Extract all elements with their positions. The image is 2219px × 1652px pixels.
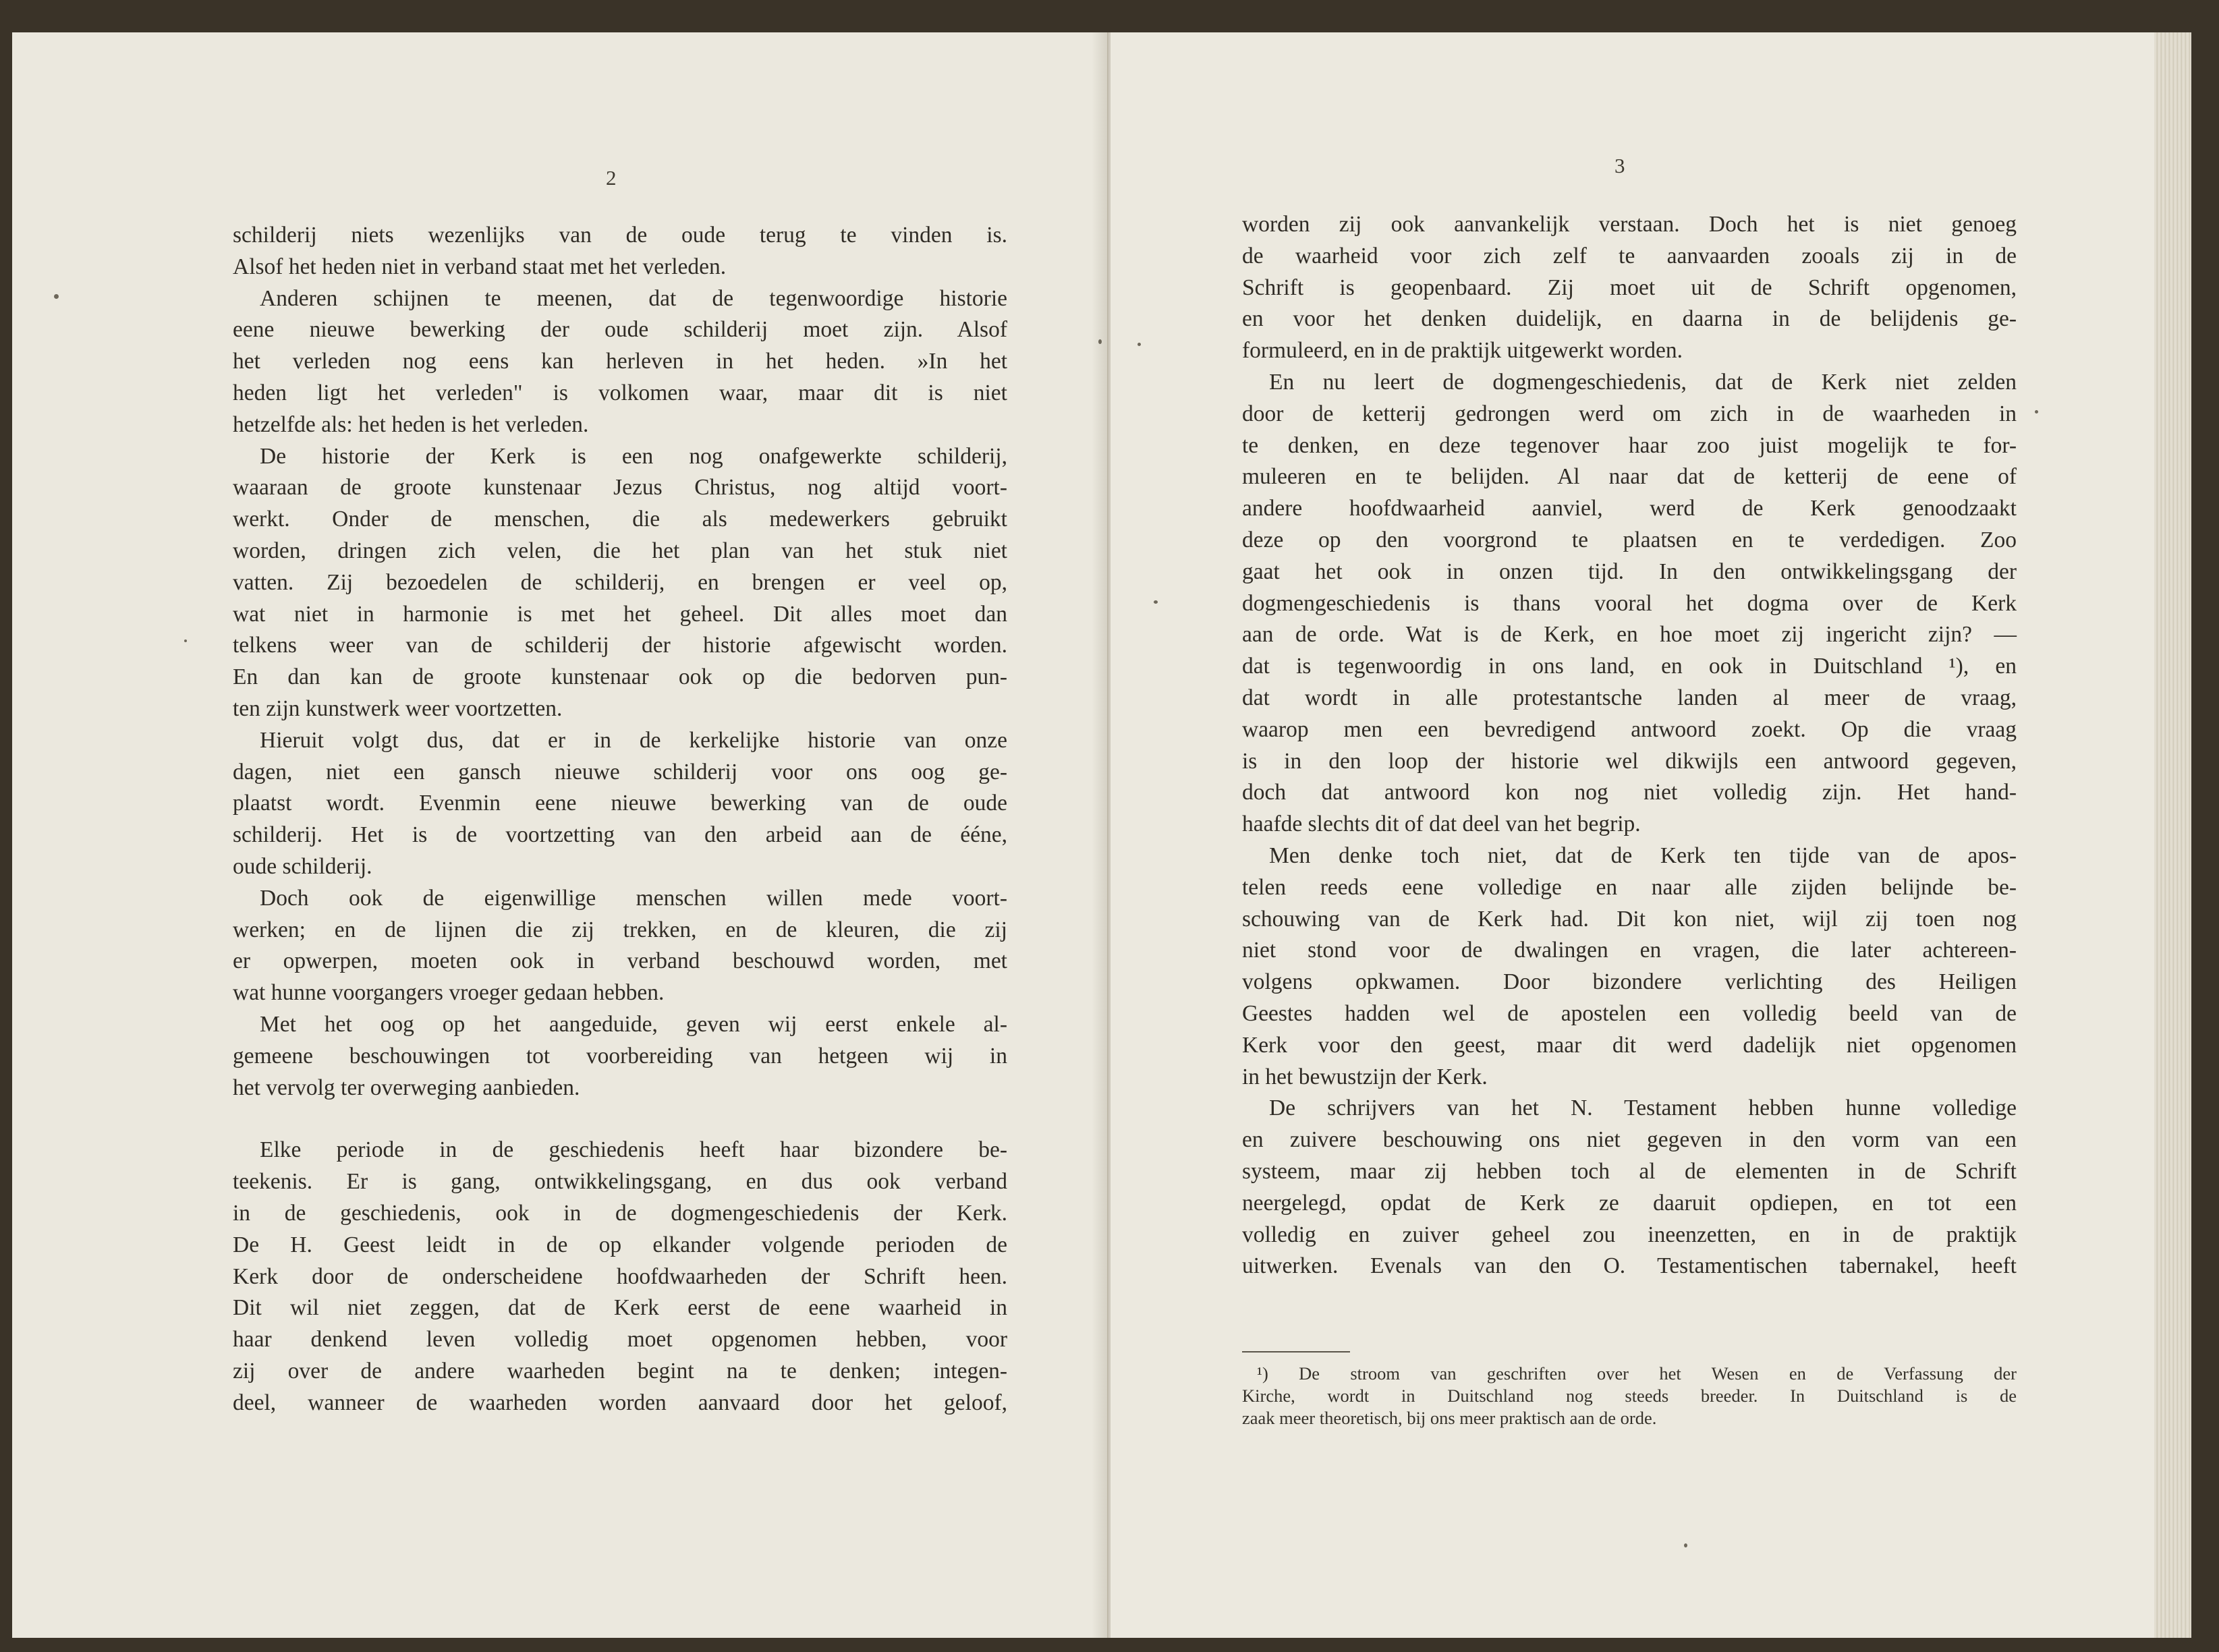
text-line: Met het oog op het aangeduide, geven wij eerst enkele al-	[260, 1011, 1007, 1037]
text-line: aan de orde. Wat is de Kerk, en hoe moet zij ingericht zijn? —	[1242, 622, 2017, 648]
text-line: uitwerken. Evenals van den O. Testamentischen tabernakel, heeft	[1242, 1253, 2017, 1279]
text-line: eene nieuwe bewerking der oude schilderij moet zijn. Alsof	[233, 317, 1007, 343]
paragraph	[233, 883, 1007, 1009]
text-line: de waarheid voor zich zelf te aanvaarden zooals zij in de	[1242, 243, 2017, 268]
text-line: te denken, en deze tegenover haar zoo juist mogelijk te for-	[1242, 432, 2017, 458]
paragraph	[233, 1009, 1007, 1104]
text-line: Dit wil niet zeggen, dat de Kerk eerst de eene waarheid in	[233, 1295, 1007, 1321]
left-page	[12, 32, 1108, 1638]
paragraph	[233, 1135, 1007, 1419]
paper-speck	[1154, 600, 1158, 604]
footnote	[1242, 1363, 2017, 1429]
text-line: schilderij. Het is de voortzetting van den arbeid aan de ééne,	[233, 822, 1007, 848]
text-line: gemeene beschouwingen tot voorbereiding van hetgeen wij in	[233, 1043, 1007, 1069]
footnote-line: Kirche, wordt in Duitschland nog steeds breeder. In Duitschland is de	[1242, 1386, 2017, 1406]
paper-speck	[184, 639, 187, 642]
book-spread	[12, 32, 2191, 1638]
text-line: heden ligt het verleden" is volkomen waar, maar dit is niet	[233, 380, 1007, 405]
text-line: Anderen schijnen te meenen, dat de tegenwoordige historie	[260, 285, 1007, 311]
footnote-line: ¹) De stroom van geschriften over het Wesen en de Verfassung der	[1257, 1363, 2017, 1384]
text-line: formuleerd, en in de praktijk uitgewerkt worden.	[1242, 338, 1683, 364]
text-line: haar denkend leven volledig moet opgenomen hebben, voor	[233, 1327, 1007, 1352]
text-line: dat wordt in alle protestantsche landen al meer de vraag,	[1242, 685, 2017, 710]
text-line: hetzelfde als: het heden is het verleden.	[233, 411, 589, 437]
text-line: Schrift is geopenbaard. Zij moet uit de Schrift opgenomen,	[1242, 275, 2017, 300]
paper-speck	[1137, 343, 1141, 346]
text-line: vatten. Zij bezoedelen de schilderij, en brengen er veel op,	[233, 569, 1007, 595]
page-number: 3	[1614, 154, 1626, 177]
page-edges	[2154, 32, 2191, 1638]
text-line: in het bewustzijn der Kerk.	[1242, 1064, 1488, 1089]
paragraph	[233, 725, 1007, 883]
text-line: Hieruit volgt dus, dat er in de kerkelijke historie van onze	[260, 727, 1007, 753]
text-line: Kerk door de onderscheidene hoofdwaarheden der Schrift heen.	[233, 1263, 1007, 1289]
text-line: plaatst wordt. Evenmin eene nieuwe bewerking van de oude	[233, 791, 1007, 816]
text-line: Geestes hadden wel de apostelen een volledig beeld van de	[1242, 1000, 2017, 1026]
text-line: Kerk voor den geest, maar dit werd dadelijk niet opgenomen	[1242, 1032, 2017, 1058]
text-line: volgens opkwamen. Door bizondere verlichting des Heiligen	[1242, 969, 2017, 995]
text-line: telkens weer van de schilderij der historie afgewischt worden.	[233, 633, 1007, 658]
right-page	[1111, 32, 2191, 1638]
paragraph	[233, 220, 1007, 283]
text-line: het vervolg ter overweging aanbieden.	[233, 1075, 580, 1100]
paper-speck	[1098, 339, 1102, 344]
text-line: werken; en de lijnen die zij trekken, en de kleuren, die zij	[233, 917, 1007, 942]
section-break	[233, 1104, 1007, 1135]
text-line: worden zij ook aanvankelijk verstaan. Doch het is niet genoeg	[1242, 212, 2017, 237]
paragraph	[1242, 367, 2017, 841]
text-line: De H. Geest leidt in de op elkander volgende perioden de	[233, 1232, 1007, 1257]
text-line: er opwerpen, moeten ook in verband beschouwd worden, met	[233, 948, 1007, 974]
text-line: schouwing van de Kerk had. Dit kon niet, wijl zij toen nog	[1242, 906, 2017, 932]
text-line: volledig en zuiver geheel zou ineenzetten, en in de praktijk	[1242, 1222, 2017, 1247]
text-line: en voor het denken duidelijk, en daarna in de belijdenis ge-	[1242, 306, 2017, 332]
text-line: worden, dringen zich velen, die het plan van het stuk niet	[233, 538, 1007, 563]
text-line: niet stond voor de dwalingen en vragen, die later achtereen-	[1242, 938, 2017, 963]
text-line: Doch ook de eigenwillige menschen willen mede voort-	[260, 885, 1007, 911]
text-line: schilderij niets wezenlijks van de oude terug te vinden is.	[233, 223, 1007, 248]
text-line: deze op den voorgrond te plaatsen en te verdedigen. Zoo	[1242, 527, 2017, 552]
text-line: en zuivere beschouwing ons niet gegeven in den vorm van een	[1242, 1127, 2017, 1153]
text-line: telen reeds eene volledige en naar alle zijden belijnde be-	[1242, 874, 2017, 900]
text-line: is in den loop der historie wel dikwijls een antwoord gegeven,	[1242, 748, 2017, 774]
text-line: waaraan de groote kunstenaar Jezus Christus, nog altijd voort-	[233, 475, 1007, 501]
paper-speck	[1684, 1543, 1687, 1547]
paragraph	[1242, 1093, 2017, 1282]
text-line: andere hoofdwaarheid aanviel, werd de Kerk genoodzaakt	[1242, 496, 2017, 521]
text-line: dogmengeschiedenis is thans vooral het dogma over de Kerk	[1242, 590, 2017, 616]
text-line: het verleden nog eens kan herleven in het heden. »In het	[233, 349, 1007, 374]
text-line: Elke periode in de geschiedenis heeft haar bizondere be-	[260, 1137, 1007, 1163]
paper-speck	[54, 294, 59, 299]
text-line: En dan kan de groote kunstenaar ook op die bedorven pun-	[233, 664, 1007, 690]
text-line: neergelegd, opdat de Kerk ze daaruit opdiepen, en tot een	[1242, 1190, 2017, 1216]
text-line: wat niet in harmonie is met het geheel. Dit alles moet dan	[233, 601, 1007, 627]
text-line: De schrijvers van het N. Testament hebben hunne volledige	[1269, 1095, 2017, 1121]
text-line: oude schilderij.	[233, 853, 372, 879]
paragraph	[1242, 209, 2017, 367]
paragraph	[233, 441, 1007, 725]
text-line: Men denke toch niet, dat de Kerk ten tijde van de apos-	[1269, 843, 2017, 868]
text-line: muleeren en te belijden. Al naar dat de ketterij de eene of	[1242, 464, 2017, 490]
text-line: werkt. Onder de menschen, die als medewerkers gebruikt	[233, 507, 1007, 532]
page-body-text	[1242, 209, 2017, 1282]
page-number: 2	[606, 166, 617, 190]
paragraph	[233, 283, 1007, 441]
text-line: waarop men een bevredigend antwoord zoekt. Op die vraag	[1242, 716, 2017, 742]
text-line: doch dat antwoord kon nog niet volledig zijn. Het hand-	[1242, 780, 2017, 805]
text-line: Alsof het heden niet in verband staat met het verleden.	[233, 254, 727, 279]
text-line: En nu leert de dogmengeschiedenis, dat de Kerk niet zelden	[1269, 369, 2017, 395]
text-line: systeem, maar zij hebben toch al de elementen in de Schrift	[1242, 1158, 2017, 1184]
text-line: ten zijn kunstwerk weer voortzetten.	[233, 695, 563, 721]
text-line: zij over de andere waarheden begint na te denken; integen-	[233, 1358, 1007, 1384]
paragraph	[1242, 841, 2017, 1093]
paper-speck	[2035, 410, 2038, 414]
text-line: gaat het ook in onzen tijd. In den ontwikkelingsgang der	[1242, 559, 2017, 584]
text-line: door de ketterij gedrongen werd om zich in de waarheden in	[1242, 401, 2017, 426]
text-line: De historie der Kerk is een nog onafgewerkte schilderij,	[260, 443, 1007, 469]
text-line: haafde slechts dit of dat deel van het begrip.	[1242, 811, 1641, 837]
footnote-divider	[1242, 1351, 1350, 1352]
text-line: dagen, niet een gansch nieuwe schilderij voor ons oog ge-	[233, 759, 1007, 785]
text-line: teekenis. Er is gang, ontwikkelingsgang, en dus ook verband	[233, 1169, 1007, 1195]
text-line: wat hunne voorgangers vroeger gedaan hebben.	[233, 980, 665, 1006]
text-line: dat is tegenwoordig in ons land, en ook in Duitschland ¹), en	[1242, 654, 2017, 679]
page-body-text	[233, 220, 1007, 1419]
text-line: deel, wanneer de waarheden worden aanvaard door het geloof,	[233, 1390, 1007, 1415]
text-line: in de geschiedenis, ook in de dogmengeschiedenis der Kerk.	[233, 1200, 1007, 1226]
footnote-line: zaak meer theoretisch, bij ons meer praktisch aan de orde.	[1242, 1408, 1657, 1428]
